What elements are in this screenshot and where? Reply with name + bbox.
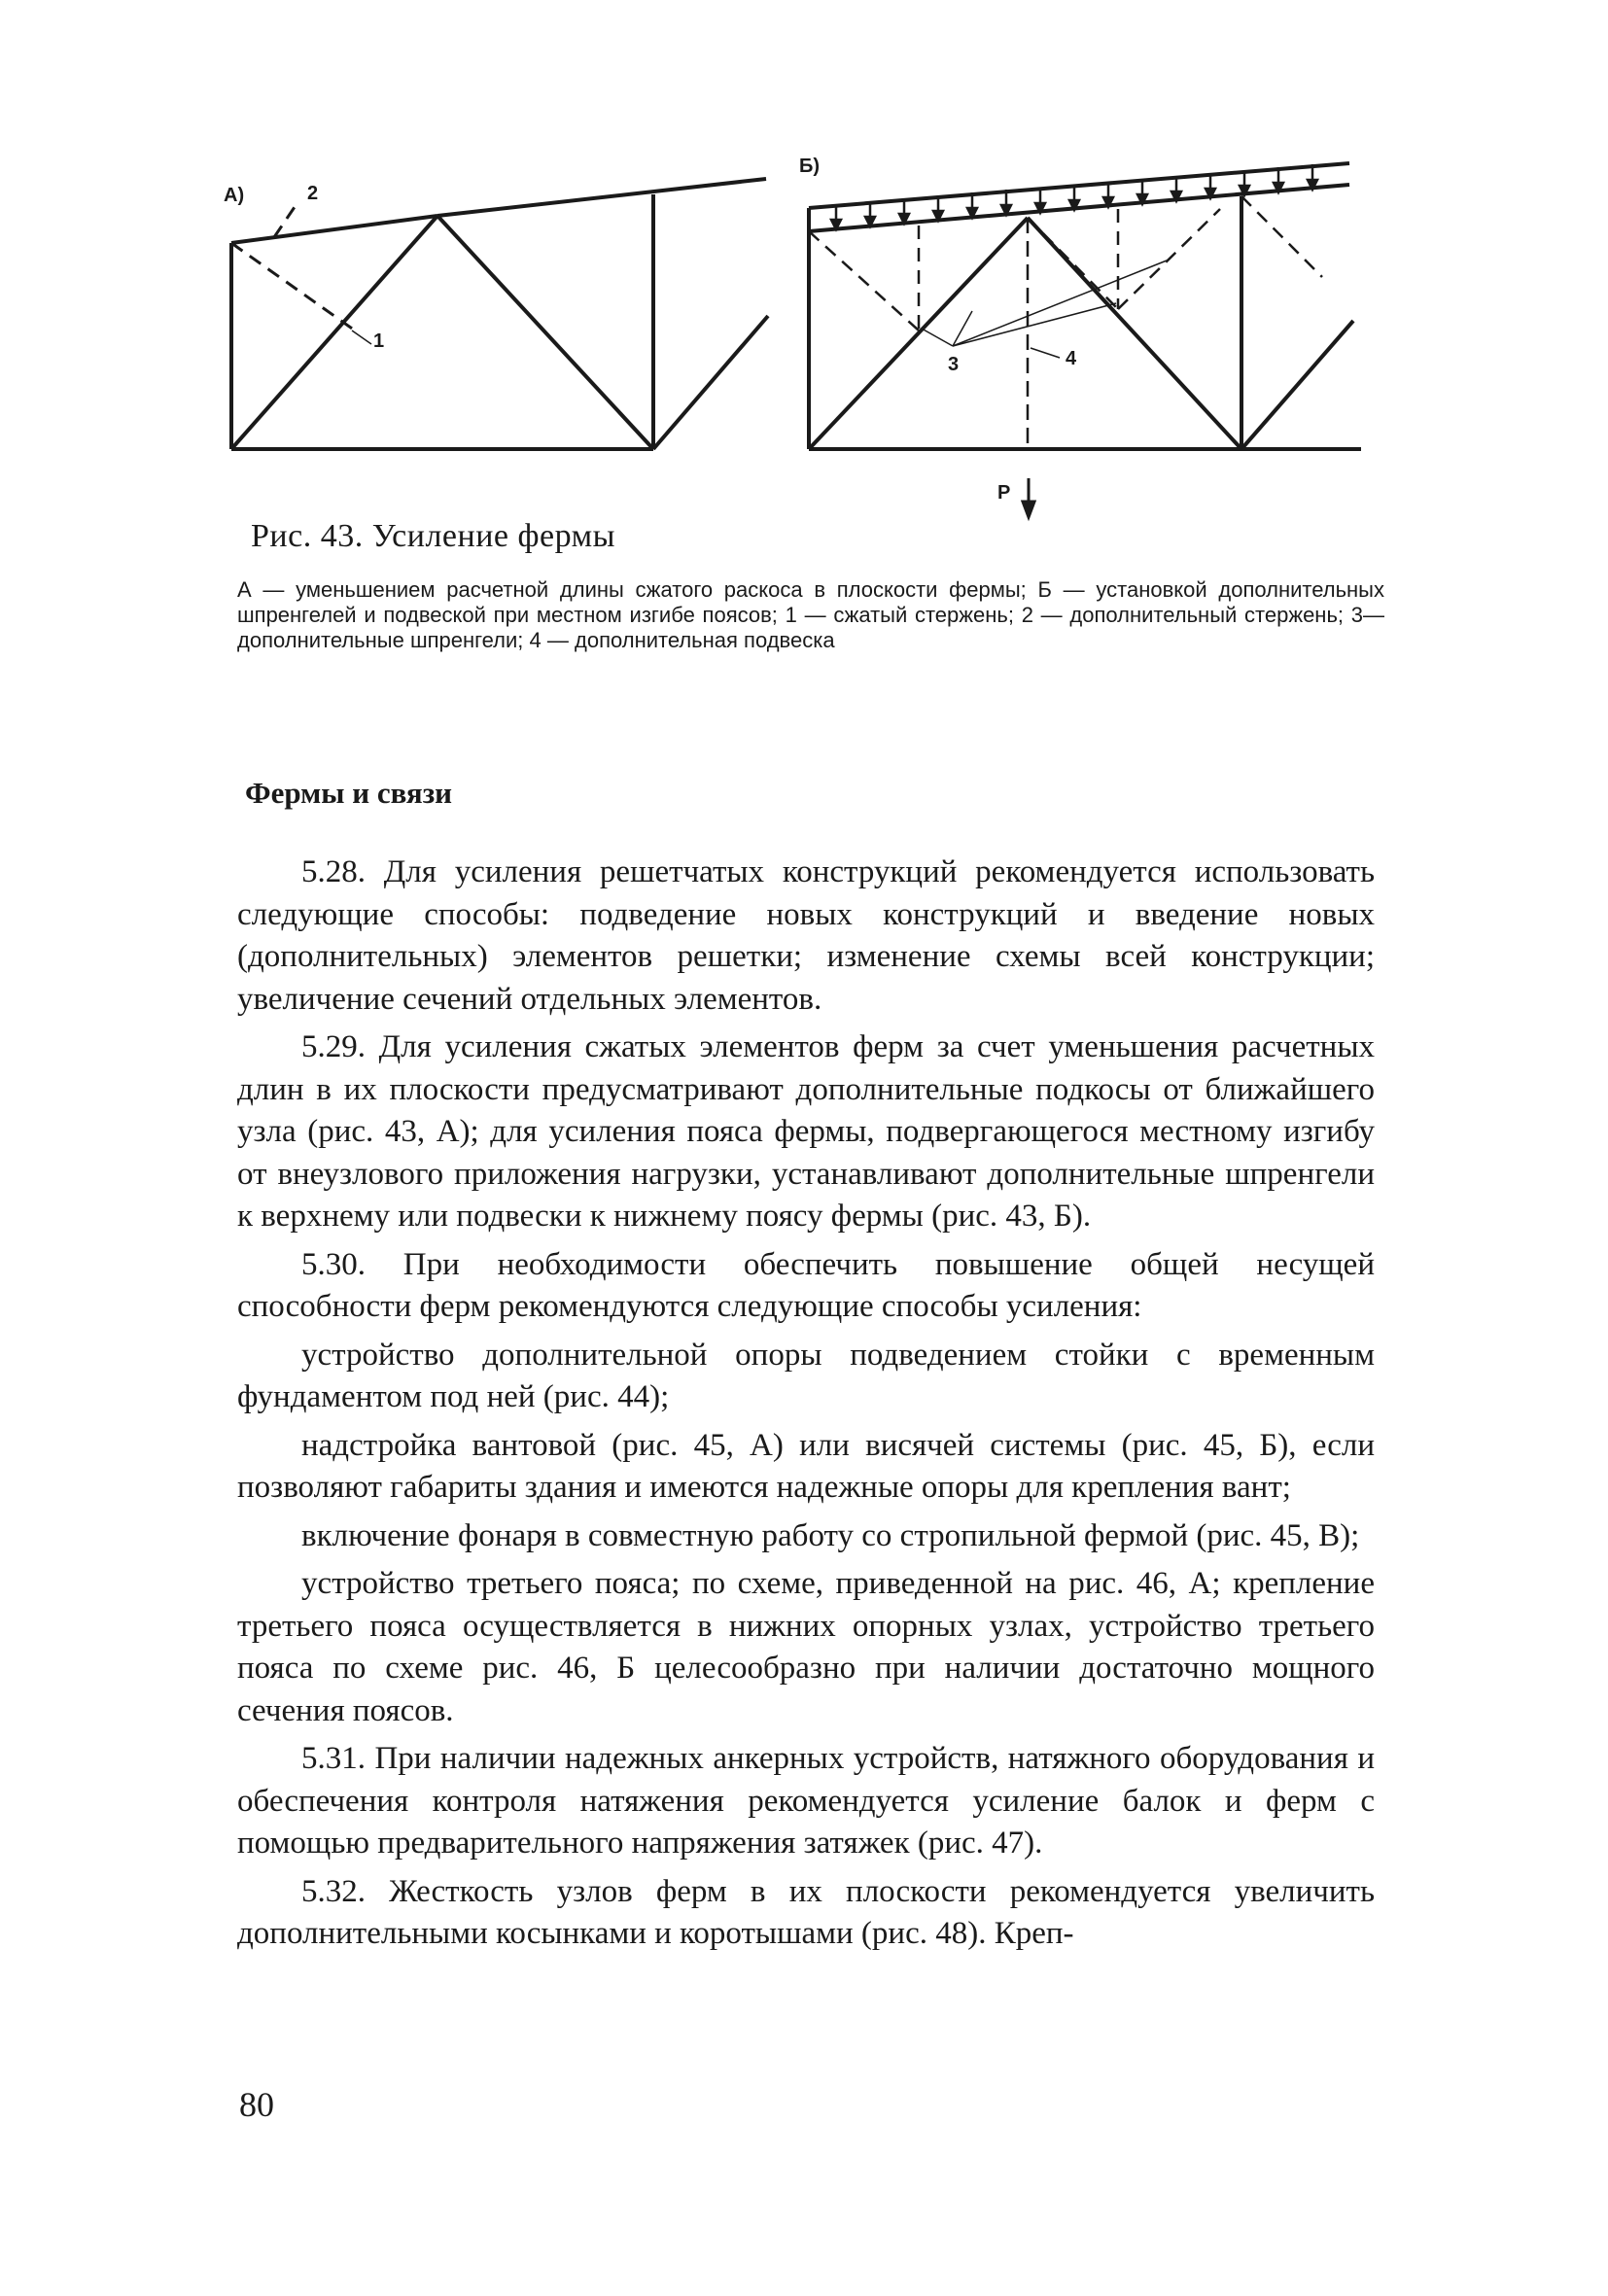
paragraph-5-28: 5.28. Для усиления решетчатых конструкций рекомендуется использовать следующие способы: подведение новых конструкций и введение новых (дополнительных) элементов решетки; изменение схемы всей конструкции; увеличение сечений отдельных элементов. xyxy=(237,854,1375,1017)
load-p-label: P xyxy=(997,482,1011,504)
panel-b-label: Б) xyxy=(799,156,821,177)
figure-43 xyxy=(0,0,1608,544)
extra-member-a xyxy=(231,204,355,330)
load-arrows xyxy=(831,164,1317,229)
truss-drawing xyxy=(0,0,1608,544)
leader-lines xyxy=(352,261,1167,358)
paragraph-5-29: 5.29. Для усиления сжатых элементов ферм за счет уменьшения расчетных длин в их плоскости предусматривают дополнительные подкосы от ближайшего узла (рис. 43, А); для усиления пояса фермы, подвергающегося местному изгибу от внеузлового приложения нагрузки, устанавливают дополнительные шпренгели к верхнему или подвески к нижнему поясу фермы (рис. 43, Б). xyxy=(237,1029,1375,1234)
paragraph-5-31: 5.31. При наличии надежных анкерных устройств, натяжного оборудования и обеспечения контроля натяжения рекомендуется усиление балок и ферм с помощью предварительного напряжения затяжек (рис. 47). xyxy=(237,1741,1375,1861)
body-text xyxy=(237,852,1375,1962)
list-item-support: устройство дополнительной опоры подведением стойки с временным фундаментом под ней (рис. 44); xyxy=(237,1337,1375,1414)
section-title: Фермы и связи xyxy=(245,776,453,810)
callout-1: 1 xyxy=(373,330,385,352)
callout-4: 4 xyxy=(1066,348,1077,369)
figure-caption-title: Рис. 43. Усиление фермы xyxy=(251,518,615,554)
paragraph-5-30: 5.30. При необходимости обеспечить повышение общей несущей способности ферм рекомендуются следующие способы усиления: xyxy=(237,1246,1375,1324)
list-item-cable-system: надстройка вантовой (рис. 45, А) или висячей системы (рис. 45, Б), если позволяют габариты здания и имеются надежные опоры для крепления вант; xyxy=(237,1427,1375,1505)
list-item-lantern: включение фонаря в совместную работу со стропильной фермой (рис. 45, В); xyxy=(301,1517,1360,1553)
truss-b xyxy=(809,163,1361,449)
truss-a xyxy=(231,179,768,449)
paragraph-5-32: 5.32. Жесткость узлов ферм в их плоскости рекомендуется увеличить дополнительными косынками и коротышами (рис. 48). Креп- xyxy=(237,1873,1375,1951)
figure-caption-legend: А — уменьшением расчетной длины сжатого раскоса в плоскости фермы; Б — установкой дополнительных шпренгелей и подвеской при местном изгибе поясов; 1 — сжатый стержень; 2 — дополнительный стержень; 3—дополнительные шпренгели; 4 — дополнительная подвеска xyxy=(237,577,1384,652)
callout-2: 2 xyxy=(307,183,319,204)
list-item-third-chord: устройство третьего пояса; по схеме, приведенной на рис. 46, А; крепление третьего пояса осуществляется в нижних опорных узлах, устройство третьего пояса по схеме рис. 46, Б целесообразно при наличии достаточно мощного сечения поясов. xyxy=(237,1566,1375,1728)
page-number: 80 xyxy=(239,2085,274,2124)
sprengels-b xyxy=(809,196,1322,330)
callout-3: 3 xyxy=(948,354,960,375)
panel-a-label: А) xyxy=(224,185,245,206)
load-p-arrow xyxy=(1023,478,1034,517)
